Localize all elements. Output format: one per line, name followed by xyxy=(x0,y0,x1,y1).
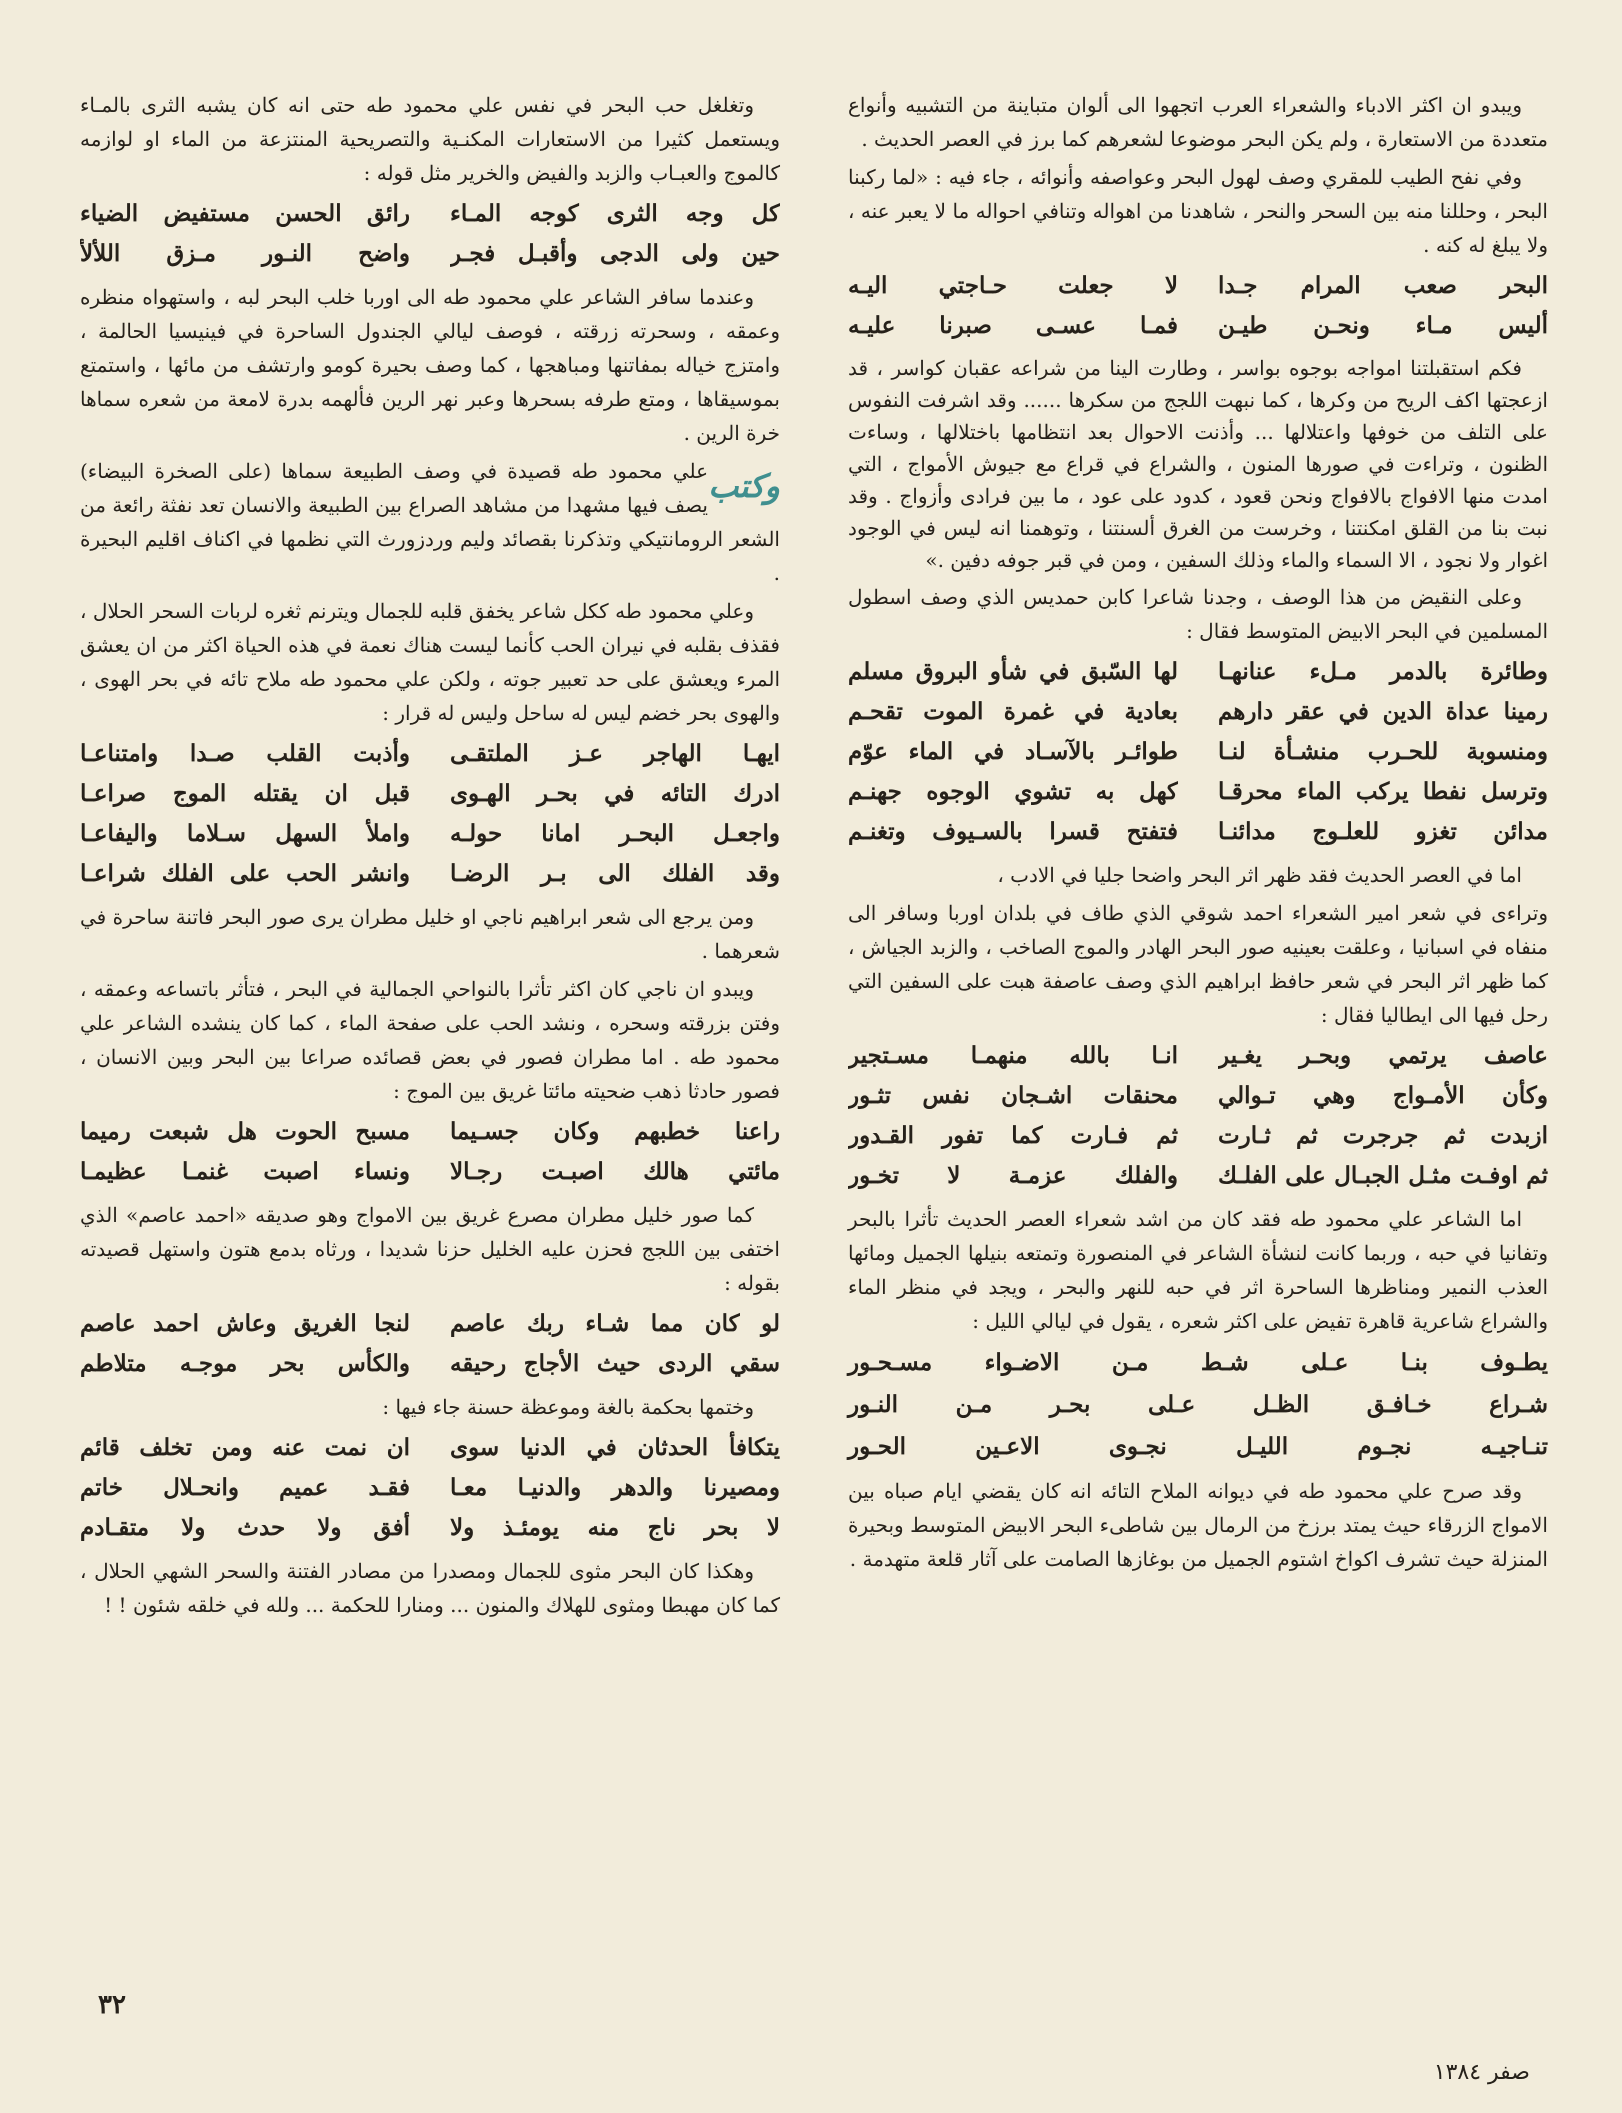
left-column xyxy=(80,88,780,1626)
poem-ibn-almuqri xyxy=(848,266,1548,346)
paragraph: وقد صرح علي محمود طه في ديوانه الملاح التائه انه كان يقضي ايام صباه بين الامواج الزرقاء حيث يمتد برزخ من الرمال بين شاطىء البحر الابيض المتوسط وبحيرة المنزلة حيث تشرف اكواخ اشتوم الجميل من بوغازها الصامت على آثار قلعة متهدمة . xyxy=(848,1479,1548,1571)
paragraph: وعلي محمود طه ككل شاعر يخفق قلبه للجمال ويترنم ثغره لربات السحر الحلال ، فقذف بقلبه في نيران الحب كأنما ليست هناك نعمة في هذه الحياة اكثر من ان يعشق المرء ويعشق على حد تعبير جوته ، ولكن علي محمود طه ملاح تائه في بحر الهوى ، والهوى بحر خضم ليس له ساحل وليس له قرار : xyxy=(80,599,780,725)
poem-line: وقد الفلك الى بـر الرضـا وانشر الحب على الفلك شراعـا xyxy=(80,860,780,887)
wakatab-decorative-word: وكتب xyxy=(708,467,780,505)
poem-lost-sailor xyxy=(80,734,780,894)
poem-mutran-wisdom xyxy=(80,1428,780,1548)
poem-earth-like-water xyxy=(80,194,780,274)
poem-line: أليس مـاء ونحـن طيـن فمـا عسـى صبرنا عليـه xyxy=(848,312,1548,339)
poem-line: واجعـل البحـر امانا حولـه واملأ السهل سـلاما واليفاعـا xyxy=(80,820,780,847)
paragraph: اما في العصر الحديث فقد ظهر اثر البحر واضحا جليا في الادب ، xyxy=(997,863,1522,887)
poem-line: البحر صعب المرام جـدا لا جعلت حـاجتي اليـه xyxy=(848,272,1548,299)
paragraph: ويبدو ان ناجي كان اكثر تأثرا بالنواحي الجمالية في البحر ، فتأثر باتساعه وعمقه ، وفتن بزرقته وسحره ، ونشد الحب على صفحة الماء ، كما كان ينشده الشاعر علي محمود طه . اما مطران فصور في بعض قصائده صراعا بين البحر وبين الانسان ، فصور حادثا ذهب ضحيته مائتا غريق بين الموج : xyxy=(80,977,780,1103)
poem-line: رمينا عداة الدين في عقر دارهم بعادية في غمرة الموت تقحـم xyxy=(848,698,1548,725)
poem-line: سقي الردى حيث الأجاج رحيقه والكأس بحر موجـه متلاطم xyxy=(80,1350,780,1377)
paragraph: وتراءى في شعر امير الشعراء احمد شوقي الذي طاف في بلدان اوربا وسافر الى منفاه في اسبانيا ، وعلقت بعينيه صور البحر الهادر والموج الصاخب ، والزبد الجياش ، كما ظهر اثر البحر في شعر حافظ ابراهيم الذي وصف عاصفة هبت على السفين التي رحل فيها الى ايطاليا فقال : xyxy=(848,901,1548,1027)
poem-mutran-elegy xyxy=(80,1304,780,1384)
poem-line: كل وجه الثرى كوجه المـاء رائق الحسن مستفيض الضياء xyxy=(80,200,780,227)
poem-line: لو كان مما شـاء ربك عاصم لنجا الغريق وعاش احمد عاصم xyxy=(80,1310,780,1337)
paragraph: وعلى النقيض من هذا الوصف ، وجدنا شاعرا كابن حمديس الذي وصف اسطول المسلمين في البحر الابيض المتوسط فقال : xyxy=(848,585,1548,643)
poem-line: لا بحر ناج منه يومئـذ ولا أفق ولا حدث ولا متقـادم xyxy=(80,1514,780,1541)
paragraph: وتغلغل حب البحر في نفس علي محمود طه حتى انه كان يشبه الثرى بالمـاء ويستعمل كثيرا من الاستعارات المكنـية والتصريحية المنتزعة من الماء او لوازمه كالموج والعبـاب والزبد والفيض والخرير مثل قوله : xyxy=(80,93,780,185)
poem-line: وترسل نفطا يركب الماء محرقـا كهل به تشوي الوجوه جهنـم xyxy=(848,778,1548,805)
paragraph: ويبدو ان اكثر الادباء والشعراء العرب اتجهوا الى ألوان متباينة من التشبيه وأنواع متعددة من الاستعارة ، ولم يكن البحر موضوعا لشعرهم كما برز في العصر الحديث . xyxy=(848,93,1548,151)
poem-line: راعنا خطبهم وكان جسـيما مسبح الحوت هل شبعت رميما xyxy=(80,1118,780,1145)
page-number: ٣٢ xyxy=(98,1990,126,2020)
poem-line: ايهـا الهاجر عـز الملتقـى وأذبت القلب صـدا وامتناعـا xyxy=(80,740,780,767)
poem-line: حين ولى الدجى وأقبـل فجـر واضح النـور مـزق اللألأ xyxy=(80,240,780,267)
paragraph: كما صور خليل مطران مصرع غريق بين الامواج وهو صديقه «احمد عاصم» الذي اختفى بين اللجج فحزن عليه الخليل حزنا شديدا ، ورثاه بدمع هتون واستهل قصيدته بقوله : xyxy=(80,1203,780,1295)
issue-date: صفر ١٣٨٤ xyxy=(1433,2060,1530,2085)
paragraph: وفي نفح الطيب للمقري وصف لهول البحر وعواصفه وأنوائه ، جاء فيه : «لما ركبنا البحر ، وحللنا منه بين السحر والنحر ، شاهدنا من اهواله وتنافي احواله ما لا يعبر عنه ، ولا يبلغ له كنه . xyxy=(848,165,1548,257)
poem-ibn-hamdis xyxy=(848,652,1548,852)
poem-hafez-ibrahim xyxy=(848,1036,1548,1196)
paragraph: ومن يرجع الى شعر ابراهيم ناجي او خليل مطران يرى صور البحر فاتنة ساحرة في شعرهما . xyxy=(80,905,780,963)
right-column xyxy=(848,88,1548,1580)
paragraph-text: علي محمود طه قصيدة في وصف الطبيعة سماها (على الصخرة البيضاء) يصف فيها مشهدا من مشاهد الصراع بين الطبيعة والانسان تعد نفثة رائعة من الشعر الرومانتيكي وتذكرنا بقصائد وليم وردزورث التي نظمها في اكناف اقليم البحيرة . xyxy=(80,459,780,585)
paragraph: وعندما سافر الشاعر علي محمود طه الى اوربا خلب البحر لبه ، واستهواه منظره وعمقه ، وسحرته زرقته ، فوصف ليالي الجندول الساحرة في فينيسيا الحالمة ، وامتزج خياله بمفاتنها ومباهجها ، كما وصف بحيرة كومو وارتشف من مائها ، واستمتع بموسيقاها ، ومتع طرفه بسحرها وعبر نهر الرين فألهمه بدرة لامعة من شعره سماها خرة الرين . xyxy=(80,285,780,445)
poem-line: مائتي هالك اصبـت رجـالا ونساء اصبت غنمـا عظيمـا xyxy=(80,1158,780,1185)
poem-line: ومصيرنا والدهر والدنيـا معـا فقـد عميم وانحـلال خاتم xyxy=(80,1474,780,1501)
poem-line: عاصف يرتمي وبحـر يغـير انـا بالله منهمـا مسـتجير xyxy=(848,1042,1548,1069)
poem-ali-mahmoud-taha-night xyxy=(848,1342,1548,1468)
poem-line: ثم اوفـت مثـل الجبـال على الفلـك والفلك عزمـة لا تخـور xyxy=(848,1162,1548,1189)
poem-line: وكأن الأمـواج وهي تـوالي محنقات اشـجان نفس تثـور xyxy=(848,1082,1548,1109)
poem-line: شـراع خـافـق الظـل عـلى بحـر مـن النـور xyxy=(848,1391,1548,1418)
poem-line: ازبدت ثم جرجرت ثم ثـارت ثم فـارت كما تفور القـدور xyxy=(848,1122,1548,1149)
paragraph: فكم استقبلتنا امواجه بوجوه بواسر ، وطارت الينا من شراعه عقبان كواسر ، قد ازعجتها اكف الريح من وكرها ، كما نبهت اللجج من سكرها ...... وقد اشرفت النفوس على التلف من خوفها واعتلالها ... وأذنت الاحوال بعد انتظامها باختلالها ، وساءت الظنون ، وتراءت في صورها المنون ، والشراع في قراع مع جيوش الأمواج ، التي امدت منها الافواج بالافواج ونحن قعود ، كدود على عود ، ما بين فرادى وأزواج . وقد نبت بنا من القلق امكنتنا ، وخرست من الغرق ألسنتنا ، وتوهمنا انه ليس في الوجود اغوار ولا نجود ، الا السماء والماء وذلك السفين ، ومن في قبر جوفه دفين .» xyxy=(848,356,1548,572)
poem-line: يتكافأ الحدثان في الدنيا سوى ان نمت عنه ومن تخلف قائم xyxy=(80,1434,780,1461)
poem-line: مدائن تغزو للعلـوج مدائنـا فتفتح قسرا بالسـيوف وتغنـم xyxy=(848,818,1548,845)
poem-line: ومنسوبة للحـرب منشـأة لنـا طوائـر بالآسـاد في الماء عوّم xyxy=(848,738,1548,765)
paragraph: اما الشاعر علي محمود طه فقد كان من اشد شعراء العصر الحديث تأثرا بالبحر وتفانيا في حبه ، وربما كانت لنشأة الشاعر في المنصورة وتمتعه بنيلها الجميل ومائها العذب النمير ومناظرها الساحرة اثر في حبه للنهر والبحر ، ويجد في منظر الماء والشراع شاعرية قاهرة تفيض على اكثر شعره ، يقول في ليالي الليل : xyxy=(848,1207,1548,1333)
poem-line: تنـاجيـه نجـوم الليـل نجـوى الاعـين الحـور xyxy=(848,1433,1548,1460)
paragraph: وهكذا كان البحر مثوى للجمال ومصدرا من مصادر الفتنة والسحر الشهي الحلال ، كما كان مهبطا ومثوى للهلاك والمنون ... ومنارا للحكمة ... ولله في خلقه شئون ! ! xyxy=(80,1559,780,1617)
paragraph: وختمها بحكمة بالغة وموعظة حسنة جاء فيها : xyxy=(382,1395,754,1419)
poem-line: وطائرة بالدمر مـلء عنانهـا لها السّبق في شأو البروق مسلم xyxy=(848,658,1548,685)
poem-line: يطـوف بنـا عـلى شـط مـن الاضـواء مسـحـور xyxy=(848,1349,1548,1376)
poem-mutran-drowned xyxy=(80,1112,780,1192)
poem-line: ادرك التائه في بحـر الهـوى قبل ان يقتله الموج صراعـا xyxy=(80,780,780,807)
paragraph xyxy=(80,454,780,590)
